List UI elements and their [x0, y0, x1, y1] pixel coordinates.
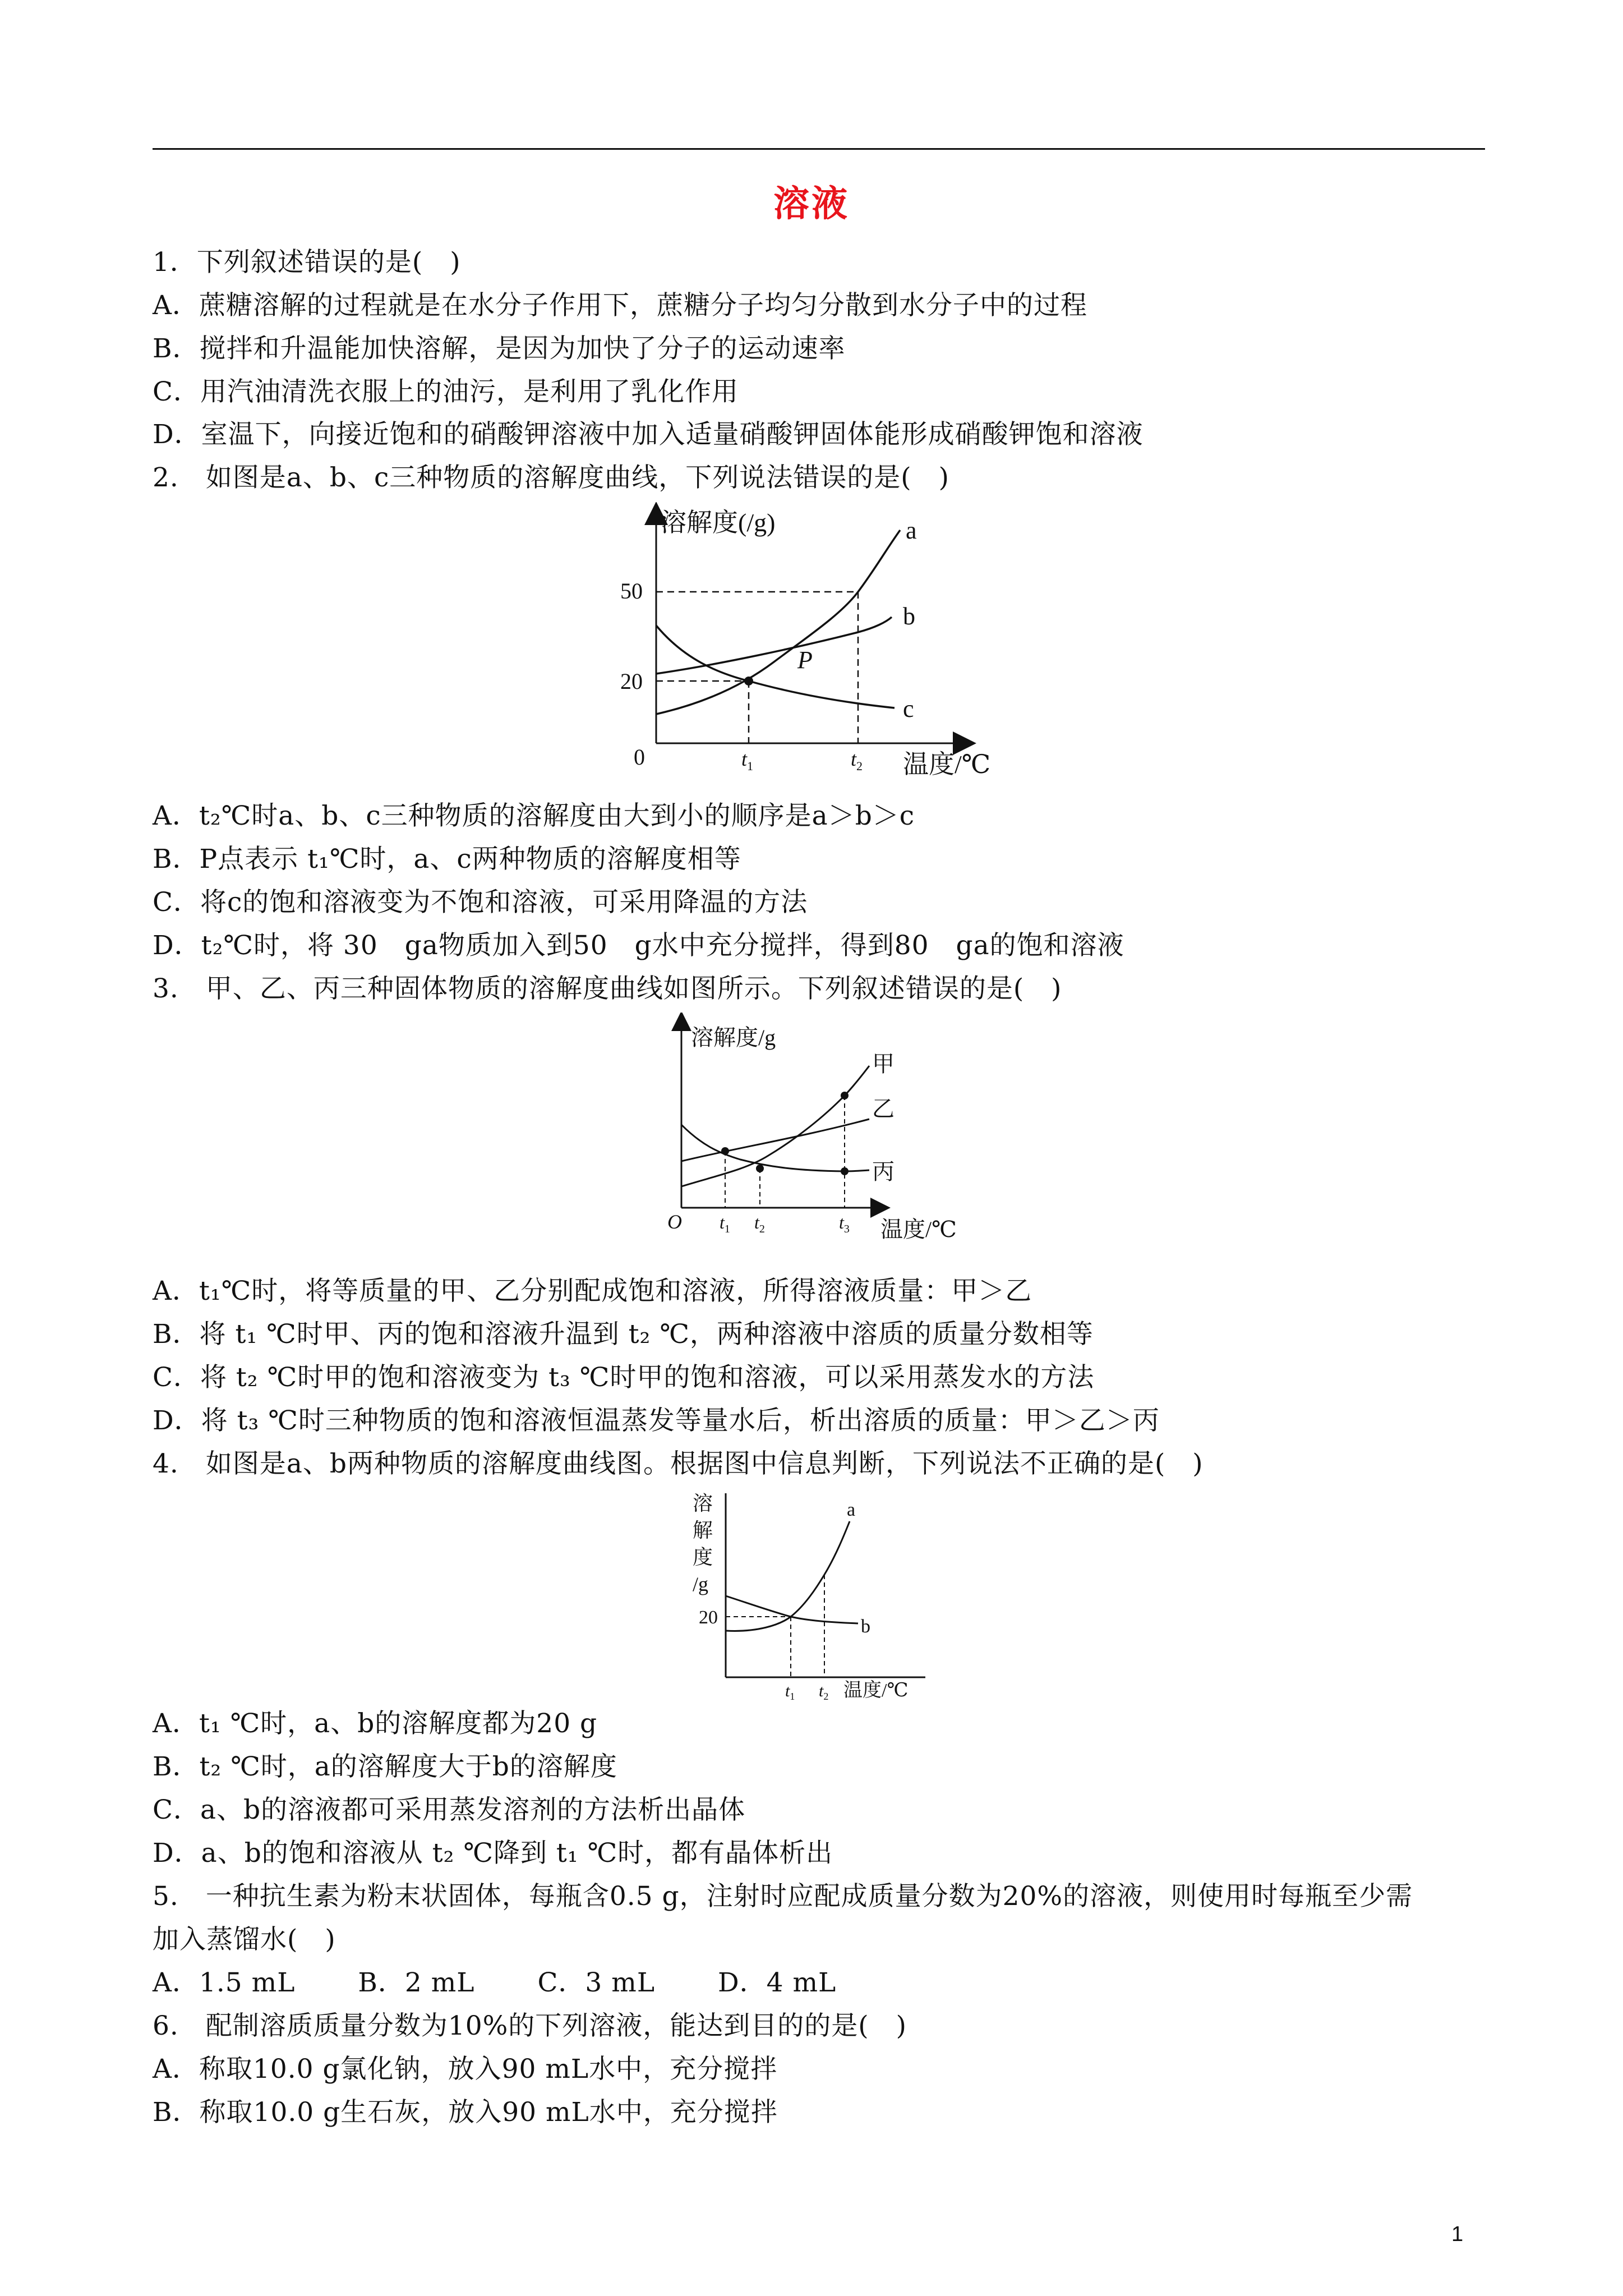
x-tick-t1: $t_1$ — [741, 748, 754, 773]
q2-option-c: C．将c的饱和溶液变为不饱和溶液，可采用降温的方法 — [153, 887, 808, 918]
q2-option-d: D．t₂℃时，将 30 ga物质加入到50 g水中充分搅拌，得到80 ga的饱和溶液 — [153, 930, 1124, 961]
q2-option-b: B．P点表示 t₁℃时，a、c两种物质的溶解度相等 — [153, 844, 741, 875]
solubility-figure-1 — [606, 502, 1032, 799]
curve-bing — [681, 1125, 869, 1171]
y-axis-label-3: 度 — [693, 1546, 713, 1568]
y-tick-20: 20 — [699, 1607, 718, 1628]
curve-label-b: b — [861, 1616, 870, 1637]
q6-stem: 6. 配制溶质质量分数为10%的下列溶液，能达到目的的是( ) — [153, 2010, 907, 2041]
q2-option-a: A．t₂℃时a、b、c三种物质的溶解度由大到小的顺序是a＞b＞c — [153, 800, 915, 831]
solubility-figure-2 — [656, 1013, 1004, 1248]
x-tick-t3: $t_3$ — [839, 1212, 850, 1235]
x-tick-t2: $t_2$ — [851, 748, 863, 773]
q4-stem: 4. 如图是a、b两种物质的溶解度曲线图。根据图中信息判断，下列说法不正确的是( ) — [153, 1448, 1204, 1479]
q3-option-d: D．将 t₃ ℃时三种物质的饱和溶液恒温蒸发等量水后，析出溶质的质量：甲＞乙＞丙 — [153, 1405, 1160, 1436]
curve-label-a: a — [906, 517, 917, 544]
q3-option-c: C．将 t₂ ℃时甲的饱和溶液变为 t₃ ℃时甲的饱和溶液，可以采用蒸发水的方法 — [153, 1362, 1095, 1393]
point-t1 — [721, 1147, 729, 1155]
y-axis-label-1: 溶 — [693, 1492, 713, 1515]
y-axis-label-2: 解 — [693, 1519, 713, 1542]
x-tick-t1: $t_1$ — [785, 1682, 795, 1701]
curve-b — [656, 617, 892, 674]
point-t2 — [756, 1165, 764, 1172]
q6-option-b: B．称取10.0 g生石灰，放入90 mL水中，充分搅拌 — [153, 2097, 778, 2128]
q3-option-b: B．将 t₁ ℃时甲、丙的饱和溶液升温到 t₂ ℃，两种溶液中溶质的质量分数相等 — [153, 1319, 1094, 1350]
q3-stem: 3. 甲、乙、丙三种固体物质的溶解度曲线如图所示。下列叙述错误的是( ) — [153, 973, 1062, 1004]
x-axis-label: 温度/℃ — [903, 750, 991, 779]
x-tick-t1: $t_1$ — [720, 1212, 730, 1235]
y-tick-50: 50 — [620, 578, 643, 604]
y-axis-label-4: /g — [693, 1573, 709, 1595]
q1-option-c: C．用汽油清洗衣服上的油污，是利用了乳化作用 — [153, 376, 739, 407]
curve-label-b: b — [903, 602, 915, 630]
x-axis-label: 温度/℃ — [880, 1217, 957, 1242]
header-rule — [153, 148, 1485, 150]
point-t3-bing — [841, 1167, 849, 1175]
q1-option-d: D．室温下，向接近饱和的硝酸钾溶液中加入适量硝酸钾固体能形成硝酸钾饱和溶液 — [153, 419, 1144, 450]
q2-stem: 2. 如图是a、b、c三种物质的溶解度曲线，下列说法错误的是( ) — [153, 462, 949, 493]
curve-a — [726, 1521, 850, 1631]
x-tick-t2: $t_2$ — [754, 1212, 765, 1235]
q5-options: A．1.5 mL B．2 mL C．3 mL D．4 mL — [153, 1967, 837, 1998]
y-axis-label: 溶解度/g — [691, 1025, 776, 1050]
curve-label-yi: 乙 — [872, 1096, 895, 1121]
page-number: 1 — [1451, 2223, 1464, 2246]
point-t3-jia — [841, 1092, 849, 1099]
q4-option-b: B．t₂ ℃时，a的溶解度大于b的溶解度 — [153, 1751, 617, 1782]
q4-option-d: D．a、b的饱和溶液从 t₂ ℃降到 t₁ ℃时，都有晶体析出 — [153, 1838, 833, 1869]
x-tick-t2: $t_2$ — [819, 1682, 829, 1701]
q4-option-c: C．a、b的溶液都可采用蒸发溶剂的方法析出晶体 — [153, 1795, 746, 1825]
origin-label: O — [667, 1211, 682, 1233]
page-title: 溶液 — [773, 183, 850, 225]
curve-b — [726, 1596, 858, 1623]
q1-option-b: B．搅拌和升温能加快溶解，是因为加快了分子的运动速率 — [153, 333, 846, 364]
q6-option-a: A．称取10.0 g氯化钠，放入90 mL水中，充分搅拌 — [153, 2054, 778, 2085]
q1-stem: 1．下列叙述错误的是( ) — [153, 247, 461, 278]
y-axis-label: 溶解度(/g) — [661, 508, 776, 537]
curve-label-c: c — [903, 695, 914, 723]
x-axis-label: 温度/℃ — [843, 1680, 909, 1701]
curve-yi — [681, 1119, 869, 1161]
q1-option-a: A．蔗糖溶解的过程就是在水分子作用下，蔗糖分子均匀分散到水分子中的过程 — [153, 290, 1087, 321]
q4-option-a: A．t₁ ℃时，a、b的溶解度都为20 g — [153, 1708, 598, 1739]
solubility-figure-3 — [690, 1488, 948, 1701]
q3-option-a: A．t₁℃时，将等质量的甲、乙分别配成饱和溶液，所得溶液质量：甲＞乙 — [153, 1276, 1032, 1306]
point-p — [744, 677, 753, 685]
y-tick-20: 20 — [620, 669, 643, 694]
origin-label: 0 — [634, 744, 645, 770]
curve-label-jia: 甲 — [872, 1051, 895, 1076]
curve-a — [656, 530, 900, 714]
point-label-p: P — [797, 646, 813, 674]
curve-label-a: a — [847, 1499, 856, 1520]
curve-label-bing: 丙 — [872, 1159, 895, 1184]
q5-stem-line2: 加入蒸馏水( ) — [153, 1924, 336, 1955]
q5-stem-line1: 5. 一种抗生素为粉末状固体，每瓶含0.5 g，注射时应配成质量分数为20%的溶液，则使用时每瓶至少需 — [153, 1881, 1413, 1912]
